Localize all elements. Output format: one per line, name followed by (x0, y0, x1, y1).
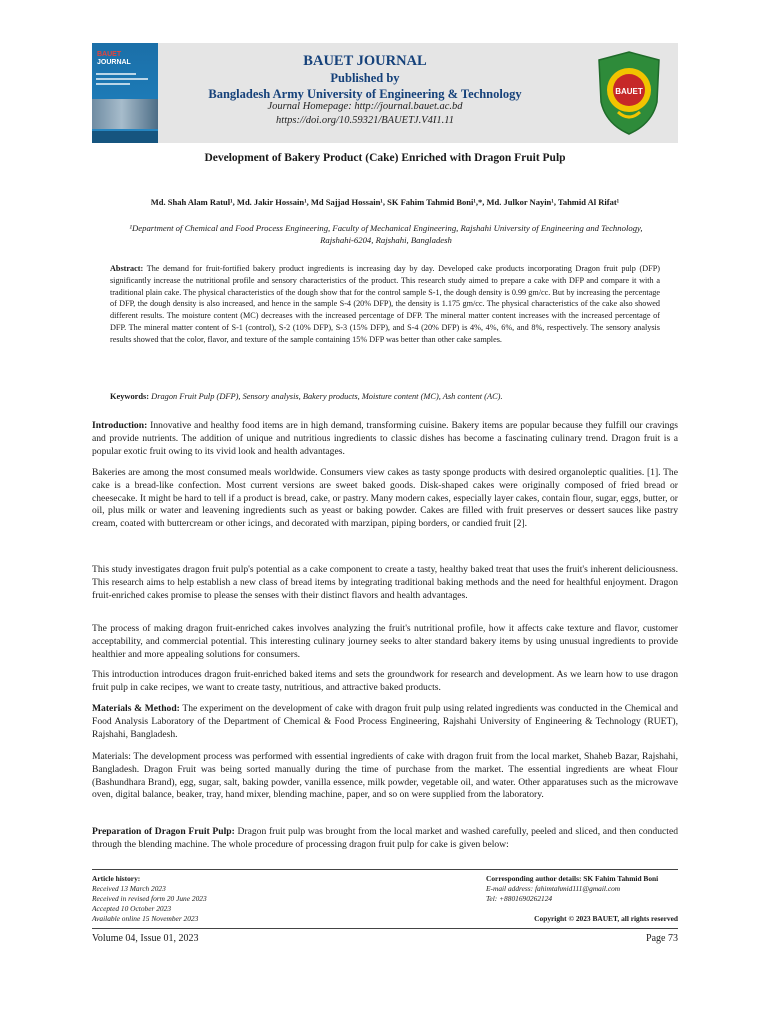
preparation-label: Preparation of Dragon Fruit Pulp: (92, 826, 235, 837)
journal-homepage[interactable]: Journal Homepage: http://journal.bauet.ac.bd (267, 101, 463, 112)
article-history-label: Article history: (92, 874, 141, 883)
keywords (110, 392, 660, 401)
cover-brand-line1: BAUET (97, 51, 122, 58)
cover-photo (92, 99, 158, 129)
author-list: Md. Shah Alam Ratul¹, Md. Jakir Hossain¹, Md Sajjad Hossain¹, SK Fahim Tahmid Boni¹,*, Md. Julkor Nayin¹, Tahmid Al Rifat¹ (150, 197, 620, 207)
footer-divider (92, 869, 678, 870)
methods-text: The experiment on the development of cake with dragon fruit pulp using related ingredients was conducted in the Chemical and Food Analysis Laboratory of the Department of Chemical & Food Process Engineering, Rajshahi University of Engineering & Technology (RUET), Rajshahi, Bangladesh. (92, 703, 678, 740)
cover-text-line (96, 78, 148, 80)
history-received: Received 13 March 2023 (92, 884, 166, 893)
cover-footer-band (92, 131, 158, 143)
journal-title: BAUET JOURNAL (303, 53, 427, 69)
abstract-label: Abstract: (110, 264, 144, 273)
copyright-notice: Copyright © 2023 BAUET, all rights reserved (534, 914, 678, 923)
body-paragraph: The process of making dragon fruit-enriched cakes involves analyzing the fruit's nutritional profile, how it affects cake texture and flavor, customer acceptability, and commercial potential. This interesting culinary journey seeks to alter standard bakery items by using unusual ingredients to provide healthier and more appealing solutions for consumers. (92, 623, 678, 660)
cover-brand (97, 51, 131, 67)
published-by: Published by (330, 71, 400, 85)
author-email[interactable]: E-mail address: fahimtahmid111@gmail.com (486, 884, 621, 893)
page-bottom-divider (92, 928, 678, 929)
author-affiliation: ¹Department of Chemical and Food Process Engineering, Faculty of Mechanical Engineering, Rajshahi University of Engineering and Technology, Rajshahi-6204, Rajshahi, Bangladesh (129, 223, 643, 245)
university-logo (596, 50, 662, 136)
keywords-label: Keywords: (110, 392, 150, 401)
preparation-text: Dragon fruit pulp was brought from the local market and washed carefully, peeled and sliced, and then conducted through the blending machine. The whole procedure of processing dragon fruit pulp for cake is given below: (92, 826, 678, 850)
materials-paragraph: Materials: The development process was performed with essential ingredients of cake with dragon fruit from the local market, Shaheb Bazar, Rajshahi, Bangladesh. Dragon Fruit was being sorted manually during the time of purchase from the market. The essential ingredients are wheat Flour (Bashundhara Brand), egg, sugar, salt, baking powder, vanilla essence, milk powder, vegetable oil, and water. Other apparatuses such as the microwave oven, digital balance, beaker, tray, hand mixer, blending machine, paper, and so on were supplied from the laboratory. (92, 751, 678, 801)
cover-text-line (96, 83, 130, 85)
preparation-paragraph (92, 826, 678, 852)
introduction-label: Introduction: (92, 420, 148, 431)
publisher-name: Bangladesh Army University of Engineering & Technology (208, 87, 522, 101)
cover-brand-line2: JOURNAL (97, 59, 131, 66)
history-accepted: Accepted 10 October 2023 (92, 904, 172, 913)
introduction-text: Innovative and healthy food items are in high demand, transforming cuisine. Bakery items are popular because they fulfill our cravings and provide nutrients. The addition of unique and nutritious ingredients to classic dishes has become a fascinating culinary trend. Dragon fruit is a popular exotic fruit owing to its vivid look and health advantages. (92, 420, 678, 457)
doi-link[interactable]: https://doi.org/10.59321/BAUETJ.V4I1.11 (276, 115, 454, 126)
page-number: Page 73 (646, 933, 678, 944)
author-phone: Tel: +8801690262124 (486, 894, 553, 903)
logo-text: BAUET (615, 87, 643, 96)
introduction-paragraph (92, 420, 678, 458)
abstract (110, 263, 660, 346)
keywords-text: Dragon Fruit Pulp (DFP), Sensory analysis, Bakery products, Moisture content (MC), Ash content (AC). (151, 392, 503, 401)
methods-paragraph (92, 703, 678, 741)
body-paragraph: This introduction introduces dragon fruit-enriched baked items and sets the groundwork for research and development. As we learn how to use dragon fruit pulp in cake recipes, we want to create tasty, nutritious, and attractive baked products. (92, 669, 678, 693)
methods-label: Materials & Method: (92, 703, 180, 714)
journal-cover-image (92, 43, 158, 143)
history-revised: Received in revised form 20 June 2023 (92, 894, 207, 903)
body-paragraph: Bakeries are among the most consumed meals worldwide. Consumers view cakes as tasty sponge products with desired organoleptic qualities. [1]. The cake is a bread-like confection. Most current versions are sweet baked goods. Disk-shaped cakes were originally composed of fried bread or cheesecake. It might be hard to tell if a product is bread, cake, or pastry. Many modern cakes, especially layer cakes, contain flour, sugar, eggs, butter, or oil, plus milk or water and leavening ingredients such as yeast or baking powder. Cakes are filled with fruit preserves or dessert sauces like pastry cream, coated with buttercream or other icings, and decorated with marzipan, piping borders, or candied fruit [2]. (92, 467, 678, 529)
corresponding-author: Corresponding author details: SK Fahim Tahmid Boni (486, 874, 659, 883)
history-online: Available online 15 November 2023 (92, 914, 199, 923)
cover-text-line (96, 73, 136, 75)
abstract-text: The demand for fruit-fortified bakery product ingredients is increasing day by day. Developed cake products incorporating Dragon fruit pulp (DFP) significantly increase the nutritional profile and sensory characteristics of the product. This research study aimed to prepare a cake with DFP and compare it with a traditional plain cake. The physical characteristics of the dough show that for the control sample S-1, the dough density is 0.99 gm/cc. But by increasing the percentage of DFP, the dough density is also increased, and hence in the sample S-4 (20% DFP), the density is 1.175 gm/cc. The physical characteristics of the cake also showed different results. The moisture content (MC) decreases with the increased percentage of DFP. The mineral matter content increases with the increased percentage of DFP. The mineral matter content of S-1 (control), S-2 (10% DFP), S-3 (15% DFP), and S-4 (20% DFP) is 4%, 4%, 6%, and 8%, respectively. The sensory analysis results showed that the color, flavor, and texture of the sample containing 15% DFP was better than other cake samples. (110, 264, 660, 344)
article-title: Development of Bakery Product (Cake) Enriched with Dragon Fruit Pulp (204, 152, 566, 164)
volume-issue: Volume 04, Issue 01, 2023 (92, 933, 199, 944)
body-paragraph: This study investigates dragon fruit pulp's potential as a cake component to create a tasty, healthy baked treat that uses the fruit's inherent deliciousness. This research aims to help establish a new class of bread items by integrating traditional baking methods and the need for healthful enjoyment. Dragon fruit-enriched cakes promise to please the senses with their distinct flavors and health advantages. (92, 564, 678, 601)
